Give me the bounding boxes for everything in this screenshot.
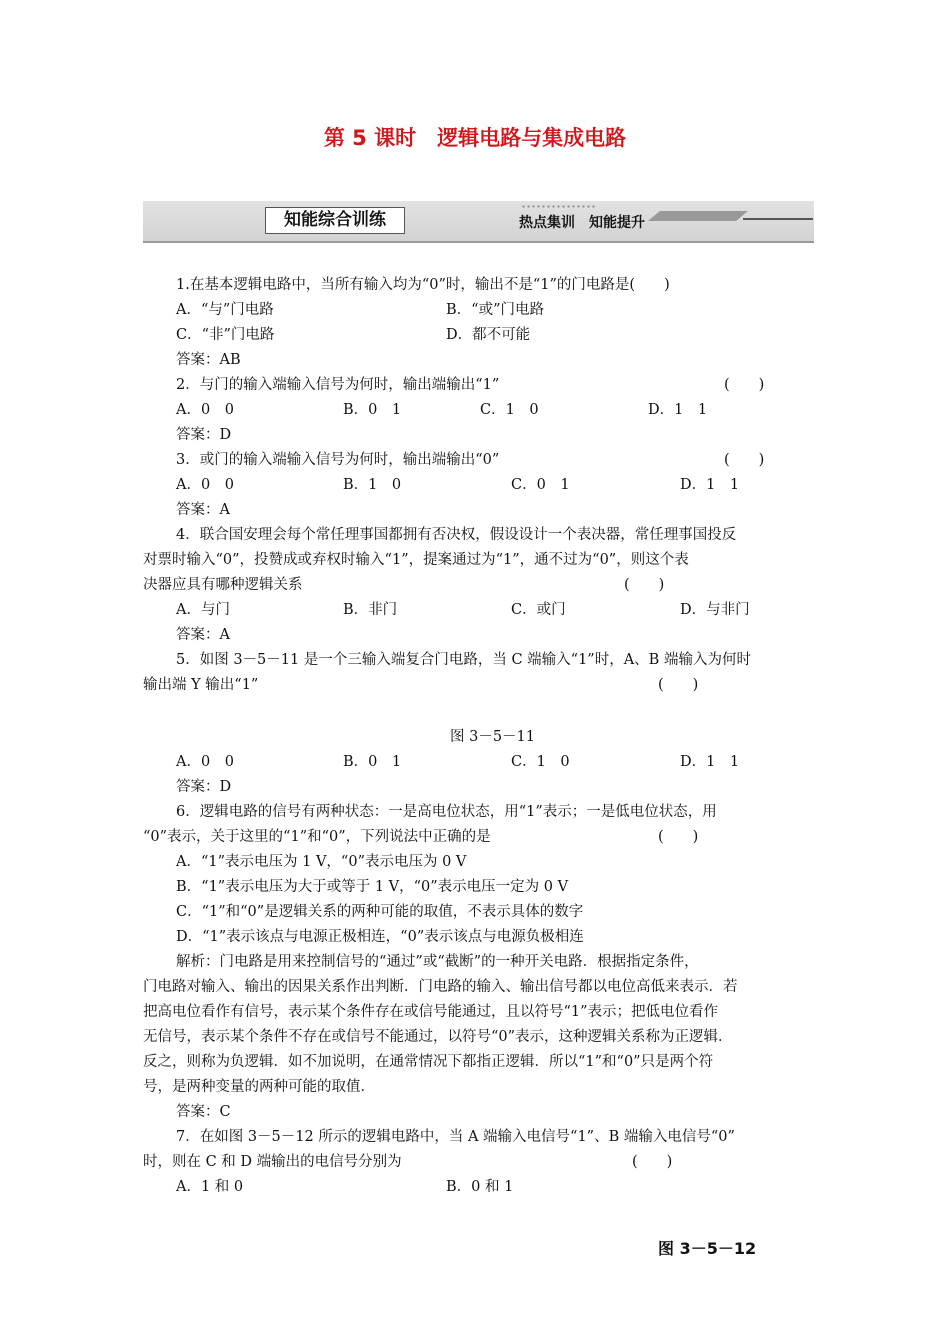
- text-line: A．0 0: [176, 754, 234, 770]
- text-line: 反之，则称为负逻辑．如不加说明，在通常情况下都指正逻辑．所以“1”和“0”只是两个符: [143, 1054, 714, 1070]
- text-line: B．0 和 1: [446, 1179, 514, 1195]
- text-line: D．都不可能: [446, 327, 531, 343]
- banner-arrow-icon: [648, 211, 748, 221]
- text-line: 2．与门的输入端输入信号为何时，输出端输出“1”: [176, 377, 500, 393]
- text-line: 答案：C: [176, 1104, 231, 1120]
- text-line: ( ): [724, 452, 765, 468]
- text-line: 1.在基本逻辑电路中，当所有输入均为“0”时，输出不是“1”的门电路是( ): [176, 277, 670, 293]
- text-line: 4．联合国安理会每个常任理事国都拥有否决权，假设设计一个表决器，常任理事国投反: [176, 527, 737, 543]
- text-line: 7．在如图 3－5－12 所示的逻辑电路中，当 A 端输入电信号“1”、B 端输入电信号“0”: [176, 1129, 735, 1145]
- text-line: 时，则在 C 和 D 端输出的电信号分别为: [143, 1154, 402, 1170]
- text-line: A．1 和 0: [176, 1179, 244, 1195]
- text-line: C．0 1: [511, 477, 570, 493]
- section-banner: [143, 201, 814, 243]
- text-line: B．1 0: [343, 477, 402, 493]
- text-line: B．“1”表示电压为大于或等于 1 V，“0”表示电压一定为 0 V: [176, 879, 569, 895]
- banner-label: 知能综合训练: [265, 207, 405, 234]
- text-line: 6．逻辑电路的信号有两种状态：一是高电位状态，用“1”表示；一是低电位状态，用: [176, 804, 717, 820]
- text-line: 门电路对输入、输出的因果关系作出判断．门电路的输入、输出信号都以电位高低来表示．若: [143, 979, 738, 995]
- text-line: B．0 1: [343, 402, 402, 418]
- text-line: 答案：D: [176, 427, 232, 443]
- banner-dots: [521, 205, 596, 208]
- text-line: A．0 0: [176, 402, 234, 418]
- text-line: A．“与”门电路: [176, 302, 274, 318]
- text-line: 答案：A: [176, 502, 230, 518]
- text-line: ( ): [658, 677, 699, 693]
- text-line: D．与非门: [680, 602, 750, 618]
- text-line: B．“或”门电路: [446, 302, 544, 318]
- text-line: B．0 1: [343, 754, 402, 770]
- text-line: 答案：D: [176, 779, 232, 795]
- text-line: A．与门: [176, 602, 230, 618]
- text-line: 对票时输入“0”，投赞成或弃权时输入“1”，提案通过为“1”，通不过为“0”，则这个表: [143, 552, 689, 568]
- text-line: C．1 0: [511, 754, 570, 770]
- text-line: 5．如图 3－5－11 是一个三输入端复合门电路，当 C 端输入“1”时，A、B 端输入为何时: [176, 652, 751, 668]
- text-line: C．1 0: [480, 402, 539, 418]
- text-line: D．“1”表示该点与电源正极相连，“0”表示该点与电源负极相连: [176, 929, 584, 945]
- text-line: D．1 1: [648, 402, 708, 418]
- text-line: A．“1”表示电压为 1 V，“0”表示电压为 0 V: [176, 854, 467, 870]
- text-line: D．1 1: [680, 754, 740, 770]
- text-line: C．或门: [511, 602, 566, 618]
- text-line: D．1 1: [680, 477, 740, 493]
- text-line: 号，是两种变量的两种可能的取值．: [143, 1079, 375, 1095]
- text-line: C．“非”门电路: [176, 327, 275, 343]
- figure-caption: 图 3－5－12: [658, 1239, 757, 1258]
- page-title: 第 5 课时 逻辑电路与集成电路: [323, 126, 627, 150]
- text-line: C．“1”和“0”是逻辑关系的两种可能的取值，不表示具体的数字: [176, 904, 584, 920]
- text-line: ( ): [658, 829, 699, 845]
- text-line: ( ): [724, 377, 765, 393]
- text-line: 把高电位看作有信号，表示某个条件存在或信号能通过，且以符号“1”表示；把低电位看作: [143, 1004, 719, 1020]
- text-line: A．0 0: [176, 477, 234, 493]
- text-line: B．非门: [343, 602, 398, 618]
- banner-rule: [743, 218, 813, 220]
- banner-subtitle: 热点集训 知能提升: [519, 215, 645, 231]
- text-line: 解析：门电路是用来控制信号的“通过”或“截断”的一种开关电路．根据指定条件，: [176, 954, 699, 970]
- text-line: 图 3－5－11: [450, 729, 536, 745]
- text-line: ( ): [624, 577, 665, 593]
- text-line: 答案：AB: [176, 352, 241, 368]
- text-line: 答案：A: [176, 627, 230, 643]
- text-line: “0”表示，关于这里的“1”和“0”，下列说法中正确的是: [143, 829, 491, 845]
- text-line: 无信号，表示某个条件不存在或信号不能通过，以符号“0”表示，这种逻辑关系称为正逻辑．: [143, 1029, 733, 1045]
- text-line: ( ): [632, 1154, 673, 1170]
- text-line: 输出端 Y 输出“1”: [143, 677, 259, 693]
- text-line: 3．或门的输入端输入信号为何时，输出端输出“0”: [176, 452, 500, 468]
- text-line: 决器应具有哪种逻辑关系: [143, 577, 303, 593]
